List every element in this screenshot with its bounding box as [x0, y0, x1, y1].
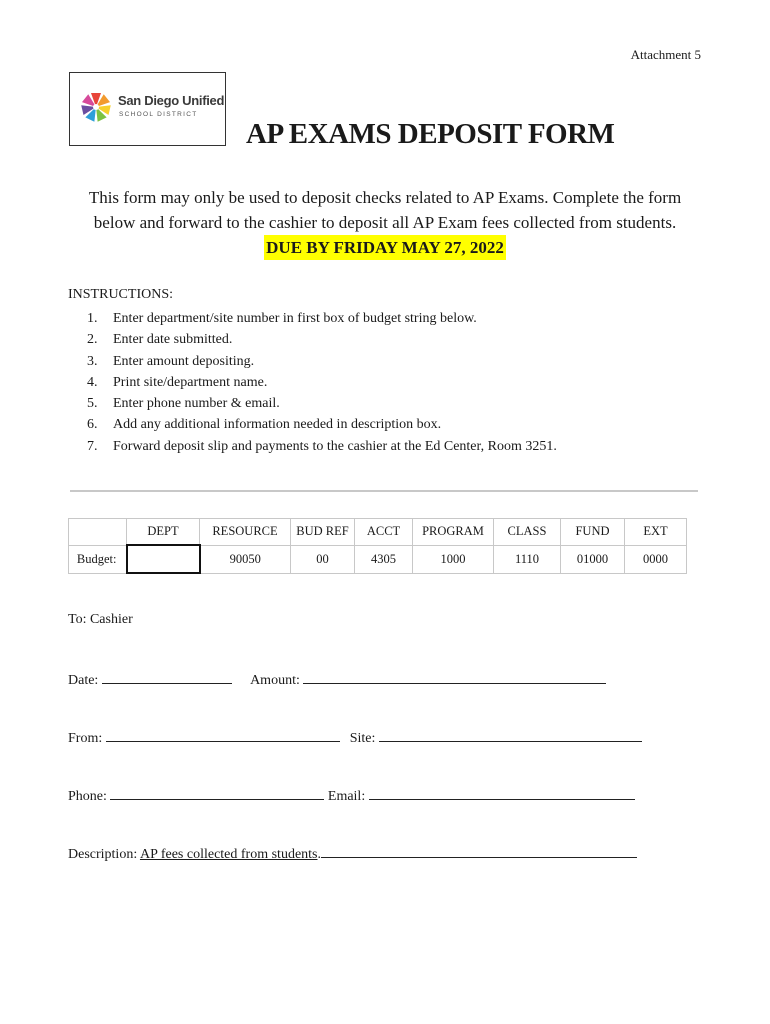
date-row: [68, 670, 606, 689]
starburst-logo-icon: [79, 90, 113, 124]
from-field[interactable]: [106, 728, 340, 742]
budget-value-program: 1000: [413, 545, 494, 573]
intro-line-1: This form may only be used to deposit checks related to AP Exams. Complete the form: [88, 188, 682, 207]
instruction-number: 3.: [87, 353, 98, 369]
budget-header-ext: EXT: [625, 519, 687, 546]
section-divider: [70, 490, 698, 492]
budget-header-row: [69, 519, 687, 546]
logo-subtitle: SCHOOL DISTRICT: [119, 111, 198, 118]
instruction-item: [68, 351, 557, 372]
district-logo: [69, 72, 226, 146]
instruction-text: Enter department/site number in first box of budget string below.: [113, 311, 477, 326]
from-row: [68, 728, 642, 747]
instruction-text: Forward deposit slip and payments to the cashier at the Ed Center, Room 3251.: [113, 438, 557, 454]
instruction-item: [68, 308, 557, 329]
phone-label: Phone:: [68, 789, 107, 804]
description-label: Description:: [68, 847, 138, 862]
date-label: Date:: [68, 673, 99, 688]
dept-input[interactable]: [127, 545, 200, 573]
logo-name: San Diego Unified: [118, 93, 225, 108]
budget-value-bud-ref: 00: [291, 545, 355, 573]
instruction-number: 1.: [87, 311, 98, 326]
date-field[interactable]: [102, 670, 232, 684]
budget-value-acct: 4305: [355, 545, 413, 573]
instruction-text: Enter date submitted.: [113, 332, 233, 348]
instruction-number: 2.: [87, 332, 98, 348]
intro-line-2: below and forward to the cashier to deposit all AP Exam fees collected from students.: [93, 213, 677, 232]
instruction-text: Enter phone number & email.: [113, 396, 280, 412]
budget-header-dept: DEPT: [127, 519, 200, 546]
phone-row: [68, 786, 635, 805]
instruction-text: Enter amount depositing.: [113, 353, 255, 369]
budget-header-resource: RESOURCE: [200, 519, 291, 546]
to-cashier-label: To: Cashier: [68, 612, 133, 627]
instruction-text: Add any additional information needed in description box.: [113, 417, 442, 433]
phone-field[interactable]: [110, 786, 324, 800]
instruction-text: Print site/department name.: [113, 374, 268, 390]
budget-string-table: [68, 518, 687, 574]
attachment-label: Attachment 5: [630, 47, 701, 62]
description-field[interactable]: [321, 844, 637, 858]
budget-value-row: [69, 545, 687, 573]
instruction-number: 7.: [87, 438, 98, 454]
from-label: From:: [68, 731, 103, 746]
instruction-item: [68, 372, 557, 393]
instructions-list: [68, 308, 557, 457]
instructions-heading: INSTRUCTIONS:: [68, 287, 174, 302]
budget-value-fund: 01000: [561, 545, 625, 573]
description-value[interactable]: AP fees collected from students: [139, 847, 318, 862]
budget-value-class: 1110: [494, 545, 561, 573]
instruction-number: 5.: [87, 396, 98, 412]
email-label: Email:: [327, 789, 366, 804]
amount-label: Amount:: [250, 673, 300, 688]
description-period: .: [317, 847, 321, 862]
instruction-item: [68, 393, 557, 414]
budget-header-fund: FUND: [561, 519, 625, 546]
site-field[interactable]: [379, 728, 642, 742]
instruction-item: [68, 329, 557, 350]
email-field[interactable]: [369, 786, 635, 800]
site-label: Site:: [349, 731, 376, 746]
budget-header-class: CLASS: [494, 519, 561, 546]
budget-header-bud-ref: BUD REF: [291, 519, 355, 546]
page-title: AP EXAMS DEPOSIT FORM: [246, 118, 615, 150]
intro-paragraph: [40, 185, 730, 260]
instruction-item: [68, 436, 557, 457]
description-row: [68, 844, 637, 863]
budget-value-resource: 90050: [200, 545, 291, 573]
budget-corner-cell: [69, 519, 127, 546]
instruction-number: 4.: [87, 374, 98, 390]
budget-header-program: PROGRAM: [413, 519, 494, 546]
budget-row-label: Budget:: [69, 545, 127, 573]
amount-field[interactable]: [303, 670, 606, 684]
budget-header-acct: ACCT: [355, 519, 413, 546]
budget-value-ext: 0000: [625, 545, 687, 573]
due-date-highlight: DUE BY FRIDAY MAY 27, 2022: [264, 235, 506, 260]
instruction-number: 6.: [87, 417, 98, 433]
instruction-item: [68, 414, 557, 435]
